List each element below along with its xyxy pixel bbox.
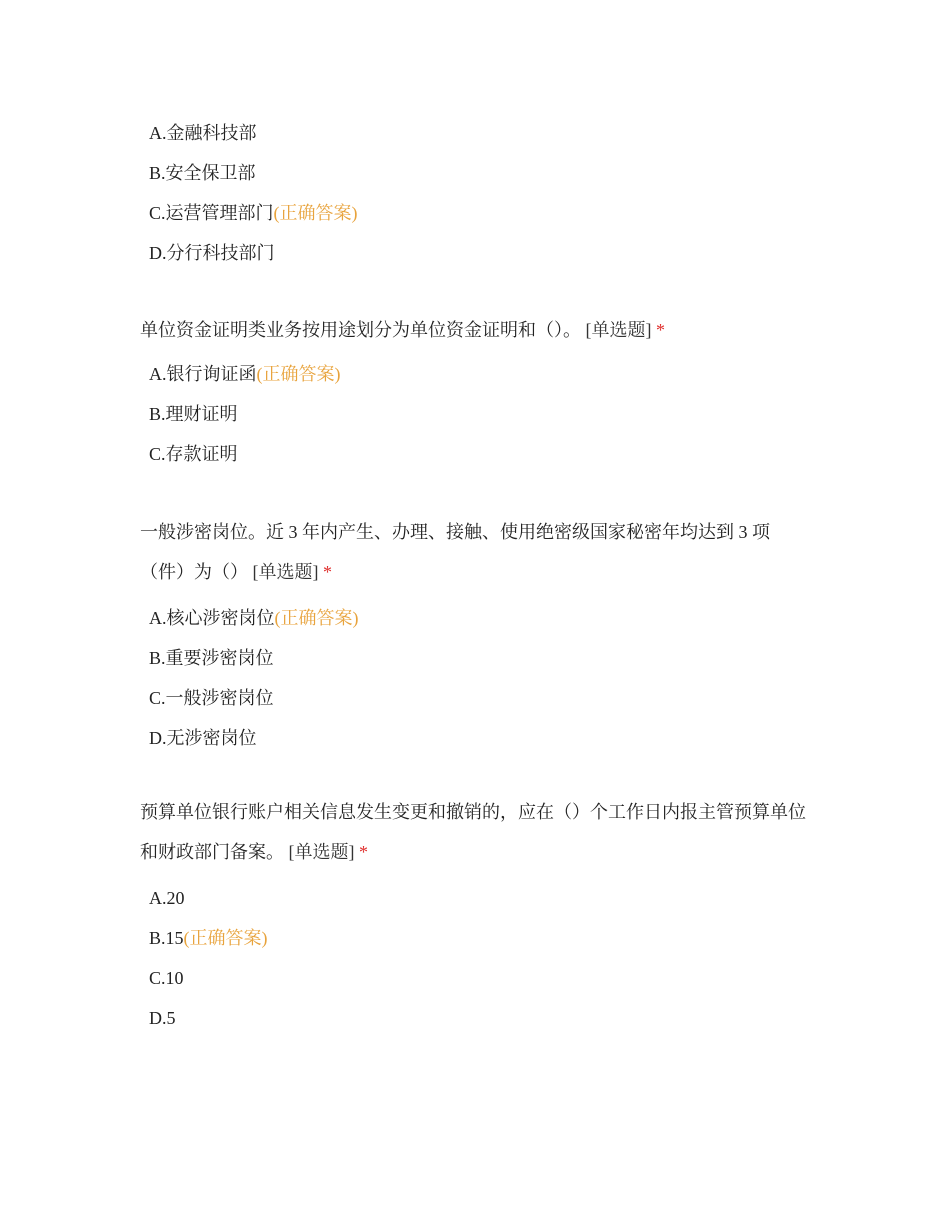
option-label: B.重要涉密岗位 bbox=[149, 648, 274, 668]
option-label: B.15 bbox=[149, 928, 184, 948]
option-c bbox=[140, 193, 830, 233]
option-c bbox=[140, 958, 830, 998]
option-label: A.20 bbox=[149, 888, 185, 908]
question-text bbox=[140, 310, 830, 350]
option-label: A.银行询证函 bbox=[149, 364, 257, 384]
option-label: C.10 bbox=[149, 968, 184, 988]
required-mark: * bbox=[656, 320, 665, 340]
question-stem: 一般涉密岗位。近 3 年内产生、办理、接触、使用绝密级国家秘密年均达到 3 项（件）为（） bbox=[140, 522, 770, 582]
question-type-tag: [单选题] bbox=[585, 320, 652, 340]
question-block-2 bbox=[140, 310, 830, 474]
options-list bbox=[140, 878, 830, 1038]
correct-answer-marker: (正确答案) bbox=[183, 928, 268, 948]
options-list bbox=[140, 354, 830, 474]
options-list bbox=[140, 113, 830, 273]
option-label: A.核心涉密岗位 bbox=[149, 608, 275, 628]
option-c bbox=[140, 434, 830, 474]
question-block-1 bbox=[140, 113, 830, 273]
option-b bbox=[140, 638, 830, 678]
option-a bbox=[140, 598, 830, 638]
question-block-3 bbox=[140, 512, 830, 758]
option-label: C.运营管理部门 bbox=[149, 203, 274, 223]
required-mark: * bbox=[359, 842, 368, 862]
question-text bbox=[140, 512, 800, 592]
option-label: D.分行科技部门 bbox=[149, 243, 275, 263]
question-type-tag: [单选题] bbox=[252, 562, 319, 582]
option-label: C.一般涉密岗位 bbox=[149, 688, 274, 708]
option-a bbox=[140, 354, 830, 394]
question-stem: 单位资金证明类业务按用途划分为单位资金证明和（）。 bbox=[140, 320, 581, 340]
option-d bbox=[140, 718, 830, 758]
option-a bbox=[140, 878, 830, 918]
option-label: D.无涉密岗位 bbox=[149, 728, 257, 748]
option-b bbox=[140, 918, 830, 958]
option-label: B.安全保卫部 bbox=[149, 163, 256, 183]
option-d bbox=[140, 233, 830, 273]
correct-answer-marker: (正确答案) bbox=[273, 203, 358, 223]
correct-answer-marker: (正确答案) bbox=[274, 608, 359, 628]
correct-answer-marker: (正确答案) bbox=[256, 364, 341, 384]
option-c bbox=[140, 678, 830, 718]
options-list bbox=[140, 598, 830, 758]
option-label: A.金融科技部 bbox=[149, 123, 257, 143]
option-b bbox=[140, 153, 830, 193]
question-type-tag: [单选题] bbox=[288, 842, 355, 862]
option-a bbox=[140, 113, 830, 153]
question-text bbox=[140, 792, 820, 872]
option-d bbox=[140, 998, 830, 1038]
required-mark: * bbox=[323, 562, 332, 582]
option-label: B.理财证明 bbox=[149, 404, 238, 424]
option-label: D.5 bbox=[149, 1008, 176, 1028]
option-b bbox=[140, 394, 830, 434]
question-stem: 预算单位银行账户相关信息发生变更和撤销的，应在（）个工作日内报主管预算单位和财政部门备案。 bbox=[140, 802, 806, 862]
option-label: C.存款证明 bbox=[149, 444, 238, 464]
question-block-4 bbox=[140, 792, 830, 1038]
